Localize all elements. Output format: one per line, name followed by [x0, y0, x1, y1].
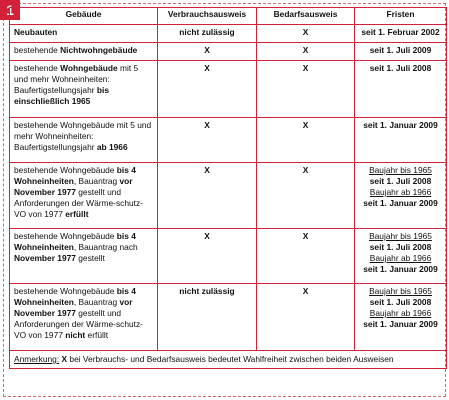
fristen-baujahr-label: Baujahr ab 1966	[369, 253, 432, 263]
gebaeude-text: ab 1966	[96, 142, 128, 152]
cell-gebaeude	[10, 118, 158, 163]
cell-gebaeude	[10, 163, 158, 229]
cell-fristen	[355, 25, 447, 43]
header-gebaeude: Gebäude	[10, 8, 158, 25]
fristen-baujahr-label: Baujahr ab 1966	[369, 187, 432, 197]
table-row	[10, 118, 447, 163]
fristen-baujahr-label: Baujahr bis 1965	[369, 231, 432, 241]
cell-gebaeude	[10, 25, 158, 43]
fristen-baujahr-label: Baujahr bis 1965	[369, 165, 432, 175]
table-body	[10, 25, 447, 351]
cell-gebaeude	[10, 229, 158, 284]
table-row	[10, 43, 447, 61]
table-row	[10, 25, 447, 43]
cell-bedarfsausweis: X	[257, 25, 355, 43]
cell-fristen	[355, 118, 447, 163]
header-bedarfsausweis: Bedarfsausweis	[257, 8, 355, 25]
cell-fristen	[355, 163, 447, 229]
gebaeude-text: Nichtwohngebäude	[60, 45, 138, 55]
cell-bedarfsausweis: X	[257, 61, 355, 118]
cell-bedarfsausweis: X	[257, 229, 355, 284]
table-row	[10, 229, 447, 284]
cell-bedarfsausweis: X	[257, 284, 355, 351]
gebaeude-text: gestellt	[75, 253, 105, 263]
cell-fristen	[355, 229, 447, 284]
fristen-date: seit 1. Januar 2009	[363, 198, 438, 208]
gebaeude-text: gestellt und Anforderungen der Wärme-schutz-VO von 1977	[14, 308, 143, 340]
gebaeude-text: bestehende	[14, 63, 61, 73]
gebaeude-text: Wohngebäude	[60, 63, 118, 73]
note-text: bei Verbrauchs- und Bedarfsausweis bedeutet Wahlfreiheit zwischen beiden Ausweisen	[67, 354, 394, 364]
fristen-baujahr-label: Baujahr bis 1965	[369, 286, 432, 296]
table-note-row	[10, 351, 447, 369]
cell-gebaeude	[10, 61, 158, 118]
cell-verbrauchsausweis: nicht zulässig	[158, 284, 257, 351]
fristen-date: seit 1. Juli 2008	[369, 297, 432, 307]
cell-fristen	[355, 43, 447, 61]
fristen-date: seit 1. Juli 2009	[369, 45, 432, 55]
gebaeude-text: bestehende Wohngebäude	[14, 231, 117, 241]
gebaeude-text: , Bauantrag	[73, 297, 120, 307]
cell-verbrauchsausweis: X	[158, 61, 257, 118]
table-row	[10, 284, 447, 351]
table-row	[10, 163, 447, 229]
cell-bedarfsausweis: X	[257, 163, 355, 229]
table-header-row	[10, 8, 447, 25]
cell-fristen	[355, 284, 447, 351]
gebaeude-text: vor November 1977	[14, 297, 133, 318]
fristen-date: seit 1. Juli 2008	[369, 176, 432, 186]
gebaeude-text: erfüllt	[65, 209, 89, 219]
cell-bedarfsausweis: X	[257, 118, 355, 163]
fristen-date: seit 1. Januar 2009	[363, 120, 438, 130]
table-note	[10, 351, 447, 369]
gebaeude-text: bis 4 Wohneinheiten	[14, 231, 136, 252]
cell-verbrauchsausweis: nicht zulässig	[158, 25, 257, 43]
header-fristen: Fristen	[355, 8, 447, 25]
gebaeude-text: mit 5 und mehr Wohneinheiten: Baufertigstellungsjahr	[14, 63, 139, 95]
cell-verbrauchsausweis: X	[158, 43, 257, 61]
cell-verbrauchsausweis: X	[158, 163, 257, 229]
gebaeude-text: bis einschließlich 1965	[14, 85, 109, 106]
figure-number-badge: 1	[0, 0, 20, 20]
cell-bedarfsausweis: X	[257, 43, 355, 61]
header-verbrauchsausweis: Verbrauchsausweis	[158, 8, 257, 25]
cell-verbrauchsausweis: X	[158, 229, 257, 284]
gebaeude-text: , Bauantrag nach	[73, 242, 138, 252]
fristen-date: seit 1. Februar 2002	[361, 27, 440, 37]
gebaeude-text: erfüllt	[85, 330, 109, 340]
note-x: X	[61, 354, 68, 364]
cell-gebaeude	[10, 284, 158, 351]
fristen-date: seit 1. Juli 2008	[369, 242, 432, 252]
gebaeude-text: bestehende Wohngebäude	[14, 286, 117, 296]
gebaeude-text: bis 4 Wohneinheiten	[14, 286, 136, 307]
gebaeude-text: bis 4 Wohneinheiten	[14, 165, 136, 186]
fristen-date: seit 1. Januar 2009	[363, 264, 438, 274]
gebaeude-text: bestehende Wohngebäude mit 5 und mehr Wohneinheiten: Baufertigstellungsjahr	[14, 120, 152, 152]
gebaeude-text: bestehende	[14, 45, 61, 55]
cell-verbrauchsausweis: X	[158, 118, 257, 163]
fristen-date: seit 1. Januar 2009	[363, 319, 438, 329]
cell-gebaeude	[10, 43, 158, 61]
gebaeude-text: , Bauantrag	[73, 176, 120, 186]
table-row	[10, 61, 447, 118]
energy-certificate-table	[9, 7, 447, 369]
fristen-date: seit 1. Juli 2008	[369, 63, 432, 73]
gebaeude-text: bestehende Wohngebäude	[14, 165, 117, 175]
fristen-baujahr-label: Baujahr ab 1966	[369, 308, 432, 318]
gebaeude-text: November 1977	[14, 253, 76, 263]
cell-fristen	[355, 61, 447, 118]
gebaeude-text: gestellt und Anforderungen der Wärme-schutz-VO von 1977	[14, 187, 143, 219]
note-label: Anmerkung:	[14, 354, 60, 364]
gebaeude-text: vor November 1977	[14, 176, 133, 197]
gebaeude-text: nicht	[65, 330, 86, 340]
gebaeude-text: Neubauten	[14, 27, 58, 37]
